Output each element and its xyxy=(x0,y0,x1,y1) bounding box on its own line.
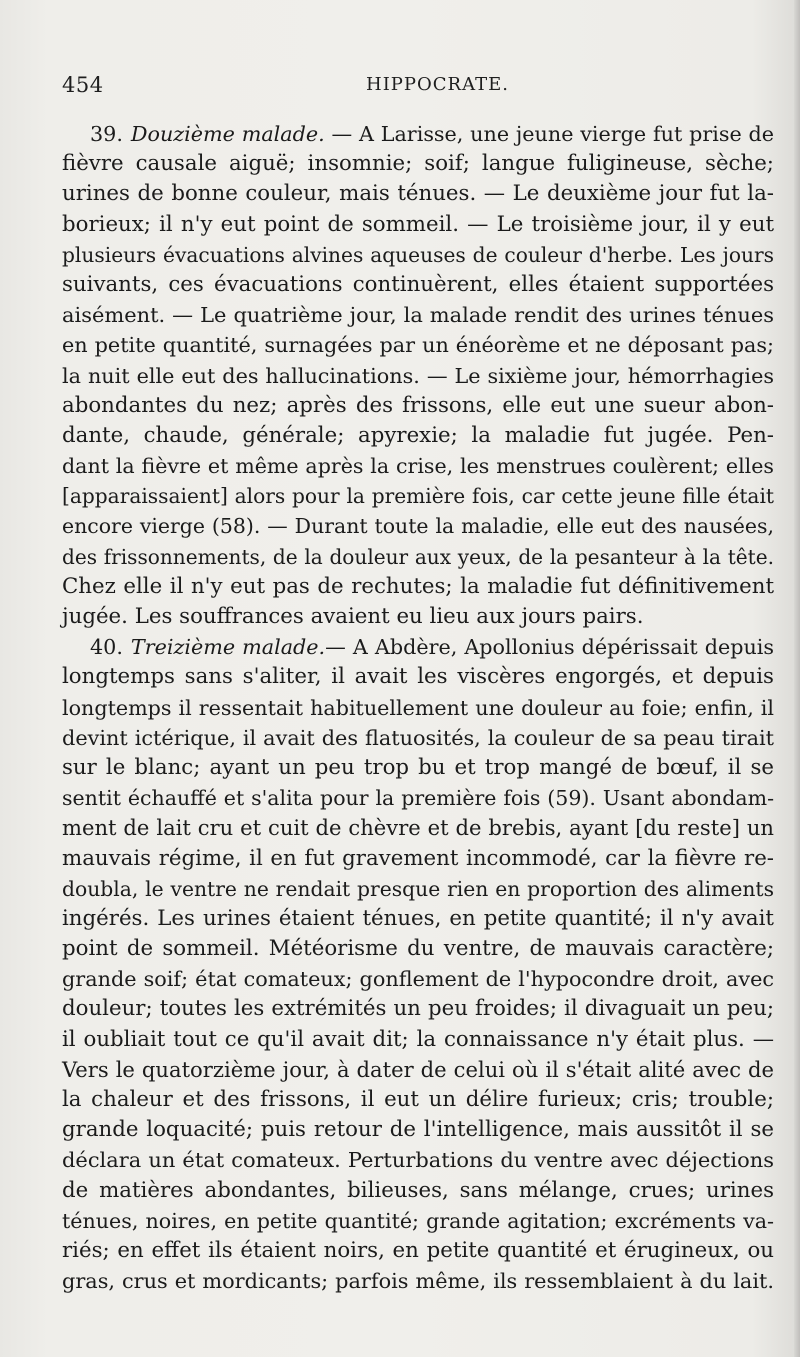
text-line: borieux; il n'y eut point de sommeil. — Le troisième jour, il y eut xyxy=(62,211,774,237)
text-line: abondantes du nez; après des frissons, elle eut une sueur abon- xyxy=(62,392,774,418)
text-line: dante, chaude, générale; apyrexie; la maladie fut jugée. Pen- xyxy=(62,422,774,448)
text-line: mauvais régime, il en fut gravement incommodé, car la fièvre re- xyxy=(62,845,774,871)
page-header xyxy=(62,73,780,103)
running-title: HIPPOCRATE. xyxy=(366,74,509,95)
text-line: point de sommeil. Météorisme du ventre, de mauvais caractère; xyxy=(62,936,774,962)
text-line: urines de bonne couleur, mais ténues. — Le deuxième jour fut la- xyxy=(62,181,774,207)
text-line: dant la fièvre et même après la crise, les menstrues coulèrent; elles xyxy=(62,454,774,479)
text-line: grande loquacité; puis retour de l'intelligence, mais aussitôt il se xyxy=(62,1117,774,1143)
text-line: — A Abdère, Apollonius dépérissait depuis xyxy=(325,635,774,660)
text-line: longtemps sans s'aliter, il avait les viscères engorgés, et depuis xyxy=(62,664,774,690)
text-line: la nuit elle eut des hallucinations. — Le sixième jour, hémorrhagies xyxy=(62,363,774,388)
text-line: sentit échauffé et s'alita pour la première fois (59). Usant abondam- xyxy=(62,786,774,811)
text-line: ment de lait cru et cuit de chèvre et de brebis, ayant [du reste] un xyxy=(62,815,774,841)
text-line: en petite quantité, surnagées par un énéorème et ne déposant pas; xyxy=(62,333,774,358)
text-line: Chez elle il n'y eut pas de rechutes; la maladie fut définitivement xyxy=(62,573,774,599)
text-line: devint ictérique, il avait des flatuosités, la couleur de sa peau tirait xyxy=(62,725,774,750)
text-line: aisément. — Le quatrième jour, la malade rendit des urines ténues xyxy=(62,303,774,328)
text-line: il oubliait tout ce qu'il avait dit; la connaissance n'y était plus. — xyxy=(62,1026,774,1052)
text-line: Vers le quatorzième jour, à dater de celui où il s'était alité avec de xyxy=(62,1056,774,1082)
body-text xyxy=(62,119,774,1296)
text-line: plusieurs évacuations alvines aqueuses de couleur d'herbe. Les jours xyxy=(62,242,774,267)
text-line: [apparaissaient] alors pour la première fois, car cette jeune fille était xyxy=(62,484,774,509)
text-line: encore vierge (58). — Durant toute la maladie, elle eut des nausées, xyxy=(62,514,774,539)
text-line: déclara un état comateux. Perturbations du ventre avec déjections xyxy=(62,1148,774,1173)
text-line: suivants, ces évacuations continuèrent, elles étaient supportées xyxy=(62,271,774,297)
paragraph-40-title: Treizième malade. xyxy=(130,635,326,660)
text-line: fièvre causale aiguë; insomnie; soif; langue fuligineuse, sèche; xyxy=(62,151,774,177)
text-line: ténues, noires, en petite quantité; grande agitation; excréments va- xyxy=(62,1208,774,1233)
paragraph-39-title: Douzième malade. xyxy=(130,122,325,146)
paragraph-40-number: 40. xyxy=(90,635,123,660)
text-line: de matières abondantes, bilieuses, sans mélange, crues; urines xyxy=(62,1177,774,1203)
page-number: 454 xyxy=(62,73,104,97)
text-line: douleur; toutes les extrémités un peu froides; il divaguait un peu; xyxy=(62,996,774,1022)
text-line: riés; en effet ils étaient noirs, en petite quantité et érugineux, ou xyxy=(62,1237,774,1263)
paragraph-39-number: 39. xyxy=(90,122,123,146)
text-line: ingérés. Les urines étaient ténues, en petite quantité; il n'y avait xyxy=(62,905,774,931)
text-line: longtemps il ressentait habituellement une douleur au foie; enfin, il xyxy=(62,695,774,720)
text-line: jugée. Les souffrances avaient eu lieu aux jours pairs. xyxy=(62,604,644,629)
text-line: la chaleur et des frissons, il eut un délire furieux; cris; trouble; xyxy=(62,1087,774,1112)
text-line: grande soif; état comateux; gonflement de l'hypocondre droit, avec xyxy=(62,967,774,992)
paragraph-39-first-line xyxy=(62,119,774,149)
text-line: doubla, le ventre ne rendait presque rien en proportion des aliments xyxy=(62,876,774,901)
text-line: des frissonnements, de la douleur aux yeux, de la pesanteur à la tête. xyxy=(62,544,774,569)
text-line: sur le blanc; ayant un peu trop bu et trop mangé de bœuf, il se xyxy=(62,754,774,780)
text-line: — A Larisse, une jeune vierge fut prise de xyxy=(324,122,774,146)
page-edge-shadow xyxy=(794,0,800,1357)
text-line: gras, crus et mordicants; parfois même, ils ressemblaient à du lait. xyxy=(62,1269,774,1294)
paragraph-40-first-line xyxy=(62,632,774,662)
